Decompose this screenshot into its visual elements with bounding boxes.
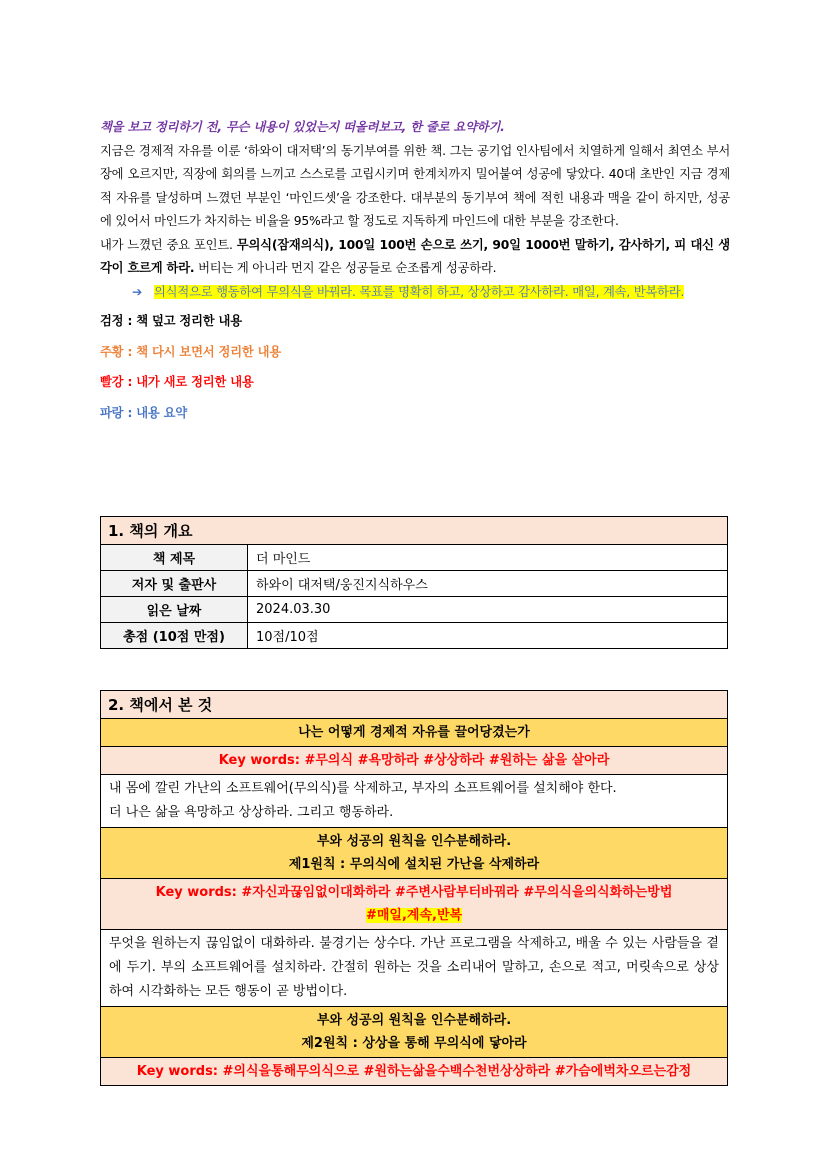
intro-section [100,116,730,425]
key-points-tail: 버티는 게 아니라 먼지 같은 성공들로 순조롭게 성공하라. [194,261,497,275]
chapter-heading [101,828,728,879]
chapter-heading-line: 부와 성공의 원칙을 인수분해하라. [316,1013,512,1028]
notes-paragraph: 무엇을 원하는지 끊임없이 대화하라. 불경기는 상수다. 가난 프로그램을 삭제하고, 배울 수 있는 사람들을 곁에 두기. 부의 소프트웨어를 설치하라. 간절히 원하는 것을 소리내어 말하고, 손으로 적고, 머릿속으로 상상하여 시각화하는 모든 행동이 곧 방법이다. [109,936,719,999]
key-points-bold: 무의식(잠재의식), 100일 100번 손으로 쓰기, 90일 1000번 말하기, 감사하기, 피 대신 생각이 흐르게 하라. [100,237,730,275]
legend-black: 검정 : 책 덮고 정리한 내용 [100,314,242,328]
keywords-line-highlight [107,904,721,927]
keywords-row [101,879,728,930]
summary-highlight [154,281,684,305]
arrow-right-icon: ➔ [132,284,143,299]
label-read-date: 읽은 날짜 [101,597,248,623]
section-title-notes: 2. 책에서 본 것 [101,691,728,719]
value-book-title: 더 마인드 [248,545,728,571]
chapter-heading-line: 부와 성공의 원칙을 인수분해하라. [316,834,512,849]
label-book-title: 책 제목 [101,545,248,571]
label-total-score: 총점 (10점 만점) [101,623,248,649]
legend-red: 빨강 : 내가 새로 정리한 내용 [100,375,254,389]
book-notes-table [100,690,728,1086]
legend-orange: 주황 : 책 다시 보면서 정리한 내용 [100,344,282,359]
notes-cell [101,930,728,1007]
chapter-heading [101,1007,728,1058]
book-overview-table [100,516,728,649]
keywords-highlight-text: #매일,계속,반복 [365,908,463,923]
key-points-paragraph [100,234,730,281]
principle-heading-line: 제1원칙 : 무의식에 설치된 가난을 삭제하라 [288,857,540,872]
principle-heading-line: 제2원칙 : 상상을 통해 무의식에 닿아라 [301,1036,527,1051]
keywords-row: Key words: #무의식 #욕망하라 #상상하라 #원하는 삶을 살아라 [101,747,728,775]
legend-blue: 파랑 : 내용 요약 [100,405,188,420]
chapter-heading: 나는 어떻게 경제적 자유를 끌어당겼는가 [101,719,728,747]
summary-prompt: 책을 보고 정리하기 전, 무슨 내용이 있었는지 떠올려보고, 한 줄로 요약하기. [100,120,505,134]
value-total-score: 10점/10점 [248,623,728,649]
section-title-overview: 1. 책의 개요 [101,517,728,545]
keywords-line: Key words: #자신과끊임없이대화하라 #주변사람부터바꿔라 #무의식을의식화하는방법 [155,885,673,900]
label-author-publisher: 저자 및 출판사 [101,571,248,597]
intro-paragraph: 지금은 경제적 자유를 이룬 ‘하와이 대저택’의 동기부여를 위한 책. 그는 공기업 인사팀에서 치열하게 일해서 최연소 부서장에 오르지만, 직장에 회의를 느끼고 스스로를 고립시키며 한계치까지 밀어붙여 성공에 닿았다. 40대 초반인 지금 경제적 자유를 달성하며 느꼈던 부분인 ‘마인드셋’을 강조한다. 대부분의 동기부여 책에 적힌 내용과 맥을 같이 하지만, 성공에 있어서 마인드가 차지하는 비율을 95%라고 할 정도로 지독하게 마인드에 대한 부분을 강조한다. [100,143,730,228]
value-author-publisher: 하와이 대저택/웅진지식하우스 [248,571,728,597]
keywords-row: Key words: #의식을통해무의식으로 #원하는삶을수백수천번상상하라 #가슴에벅차오르는감정 [101,1058,728,1086]
notes-line: 내 몸에 깔린 가난의 소프트웨어(무의식)를 삭제하고, 부자의 소프트웨어를 설치해야 한다. [109,781,617,796]
value-read-date: 2024.03.30 [248,597,728,623]
key-points-lead: 내가 느꼈던 중요 포인트. [100,237,237,252]
notes-cell [101,775,728,828]
summary-arrow-row [132,281,730,305]
summary-highlight-text: 의식적으로 행동하여 무의식을 바꿔라. 목표를 명확히 하고, 상상하고 감사하라. 매일, 계속, 반복하라. [154,284,685,299]
notes-line: 더 나은 삶을 욕망하고 상상하라. 그리고 행동하라. [109,805,394,820]
